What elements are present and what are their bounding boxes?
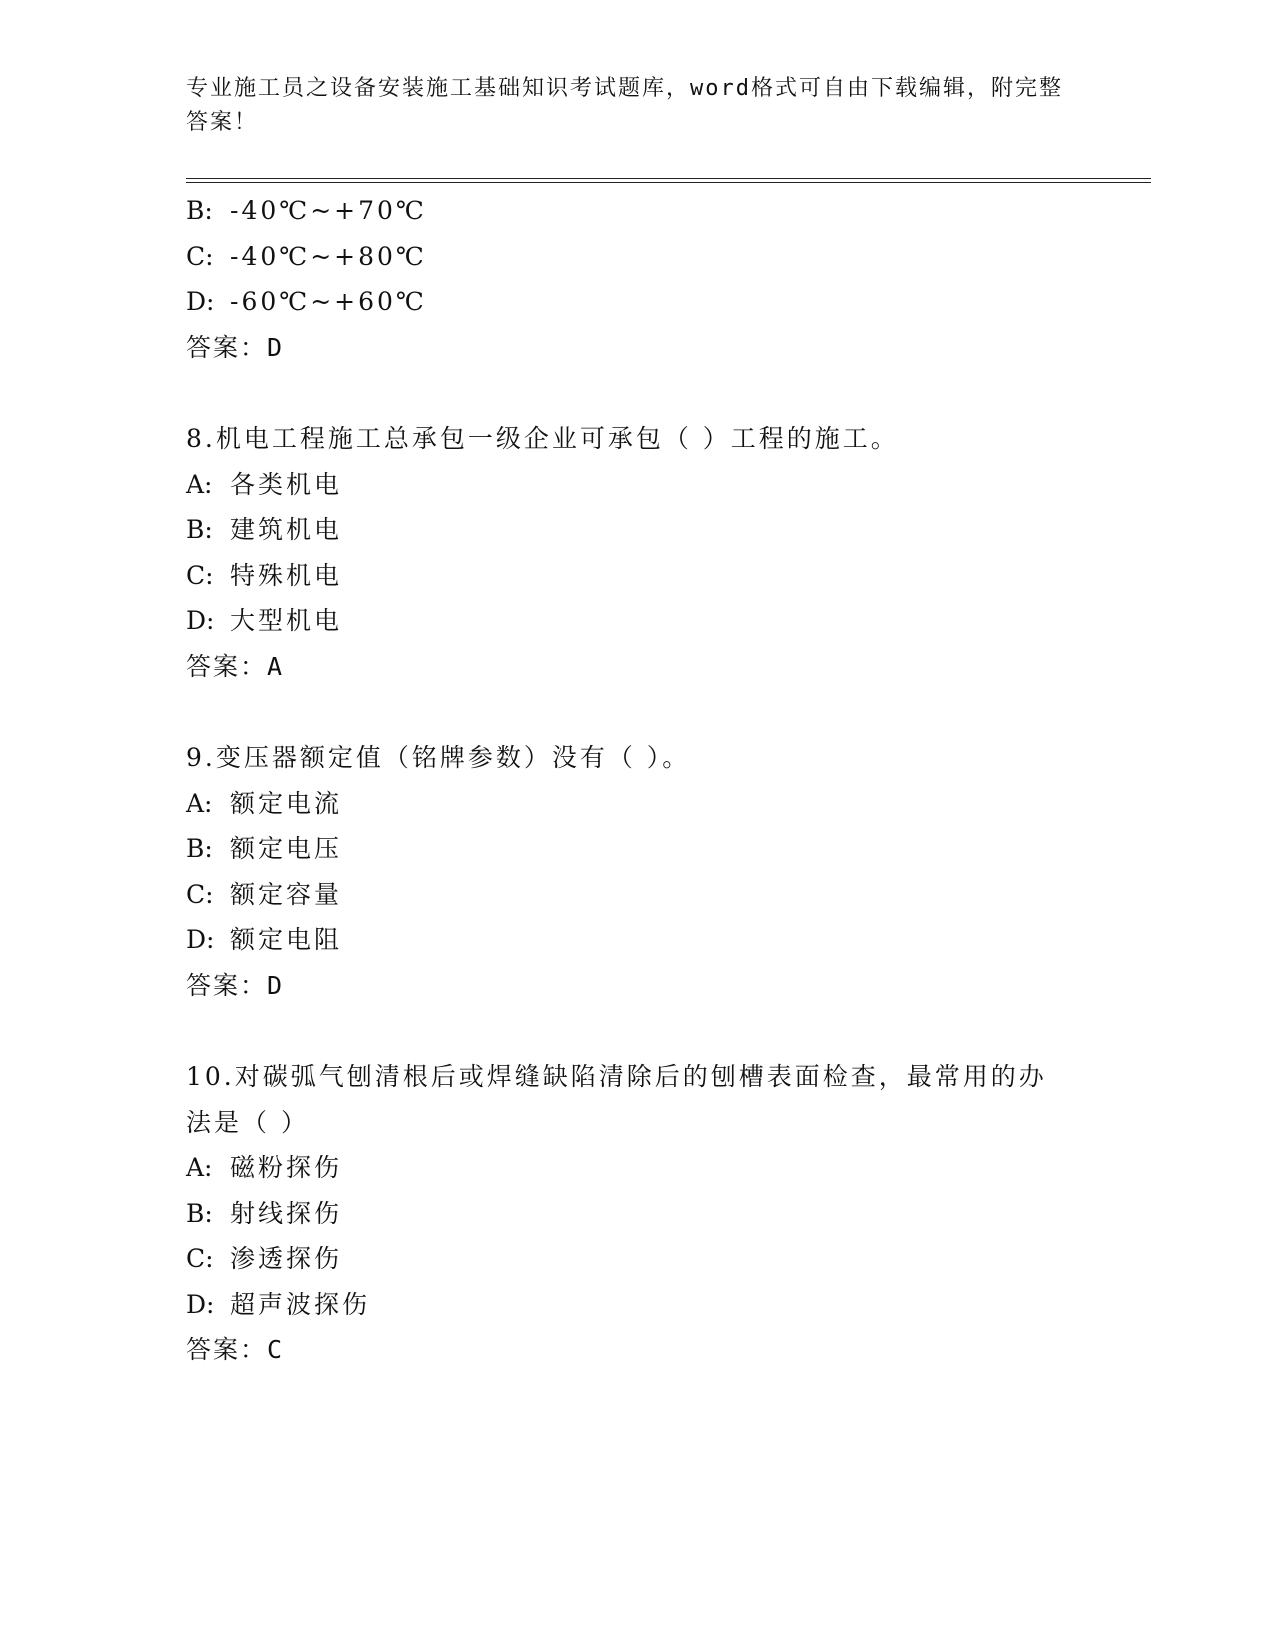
option-text: 渗透探伤 [230, 1244, 343, 1273]
header-divider-line-top [186, 178, 1151, 179]
spacer [186, 689, 1086, 735]
header-divider [186, 178, 1151, 184]
option-letter: D: [186, 287, 215, 316]
option-letter: C: [186, 560, 214, 590]
option-letter: B: [186, 515, 213, 544]
option-text: -40℃~+80℃ [230, 241, 427, 271]
option-text: 建筑机电 [230, 515, 343, 544]
header-divider-line-bottom [186, 182, 1151, 183]
option-d [186, 917, 1086, 963]
option-letter: D: [186, 606, 215, 635]
option-text: 额定电压 [230, 834, 343, 863]
answer-line: 答案：D [186, 970, 285, 1000]
question-text: 10.对碳弧气刨清根后或焊缝缺陷清除后的刨槽表面检查，最常用的办法是（ ） [186, 1062, 1047, 1137]
option-text: 各类机电 [230, 469, 343, 499]
spacer [186, 1008, 1086, 1054]
option-text: 额定电阻 [230, 925, 343, 954]
option-letter: D: [186, 925, 215, 954]
option-text: 超声波探伤 [230, 1289, 371, 1319]
option-b [186, 1191, 1086, 1237]
spacer [186, 370, 1086, 416]
question-text: 8.机电工程施工总承包一级企业可承包（ ）工程的施工。 [186, 424, 899, 453]
option-a [186, 462, 1086, 508]
option-c [186, 553, 1086, 599]
option-b [186, 826, 1086, 872]
option-d [186, 1282, 1086, 1328]
option-text: -60℃~+60℃ [230, 287, 427, 316]
option-letter: C: [186, 1244, 214, 1273]
option-text: 额定电流 [230, 788, 343, 818]
question-9 [186, 735, 1086, 1008]
option-letter: A: [186, 1153, 213, 1182]
option-letter: B: [186, 1198, 213, 1228]
option-text: 大型机电 [230, 606, 343, 635]
option-b [186, 507, 1086, 553]
question-7-tail [186, 188, 1086, 370]
option-text: 特殊机电 [230, 560, 343, 590]
option-text: 额定容量 [230, 879, 343, 909]
answer-line: 答案：C [186, 1335, 285, 1364]
answer-line: 答案：A [186, 651, 285, 681]
question-8 [186, 416, 1086, 689]
option-letter: A: [186, 469, 213, 499]
option-letter: B: [186, 834, 213, 863]
option-letter: A: [186, 788, 213, 818]
option-text: 射线探伤 [230, 1198, 343, 1228]
option-c [186, 872, 1086, 918]
option-c [186, 234, 1086, 280]
option-letter: C: [186, 879, 214, 909]
question-10 [186, 1054, 1086, 1373]
answer-line: 答案：D [186, 332, 285, 362]
option-d [186, 279, 1086, 325]
option-letter: D: [186, 1289, 215, 1319]
option-c [186, 1236, 1086, 1282]
option-text: 磁粉探伤 [230, 1153, 343, 1182]
option-a [186, 781, 1086, 827]
question-list [186, 188, 1086, 1373]
option-b [186, 188, 1086, 234]
option-d [186, 598, 1086, 644]
option-letter: B: [186, 196, 213, 225]
option-letter: C: [186, 241, 214, 271]
option-text: -40℃~+70℃ [230, 196, 427, 225]
question-text: 9.变压器额定值（铭牌参数）没有（ ）。 [186, 743, 691, 772]
document-header: 专业施工员之设备安装施工基础知识考试题库，word格式可自由下载编辑，附完整答案！ [186, 76, 1063, 135]
option-a [186, 1145, 1086, 1191]
